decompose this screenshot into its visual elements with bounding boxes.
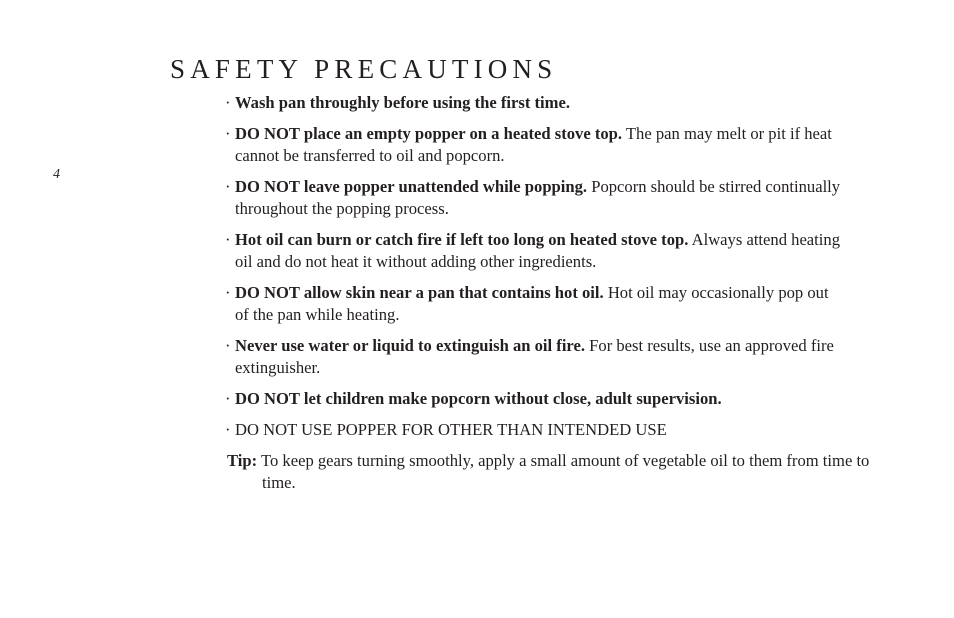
precaution-bold-text: DO NOT let children make popcorn without close, adult supervision. bbox=[235, 389, 722, 408]
precautions-list bbox=[225, 92, 845, 450]
precaution-text: The pan may melt or pit if heat cannot be transferred to oil and popcorn. bbox=[235, 124, 832, 165]
precaution-bold-text: DO NOT allow skin near a pan that contains hot oil. bbox=[235, 283, 604, 302]
precaution-bold-text: Never use water or liquid to extinguish an oil fire. bbox=[235, 336, 586, 355]
list-item bbox=[225, 92, 845, 114]
bullet-glyph: · bbox=[225, 124, 231, 143]
precaution-bold-text: DO NOT leave popper unattended while popping. bbox=[235, 177, 588, 196]
bullet-glyph: · bbox=[225, 389, 231, 408]
bullet-glyph: · bbox=[225, 420, 231, 439]
list-item bbox=[225, 388, 845, 410]
tip-label: Tip: bbox=[227, 451, 258, 470]
page-title: SAFETY PRECAUTIONS bbox=[170, 54, 558, 84]
precaution-text: Hot oil may occasionally pop out of the pan while heating. bbox=[235, 283, 829, 324]
list-item bbox=[225, 419, 845, 441]
tip-text: To keep gears turning smoothly, apply a small amount of vegetable oil to them from time to time. bbox=[257, 451, 870, 492]
list-item bbox=[225, 282, 845, 326]
precaution-text: DO NOT USE POPPER FOR OTHER THAN INTENDED USE bbox=[235, 420, 667, 439]
list-item bbox=[225, 229, 845, 273]
precaution-bold-text: Wash pan throughly before using the first time. bbox=[235, 93, 570, 112]
precaution-text: Popcorn should be stirred continually throughout the popping process. bbox=[235, 177, 841, 218]
page-number: 4 bbox=[53, 167, 60, 182]
precaution-bold-text: DO NOT place an empty popper on a heated stove top. bbox=[235, 124, 623, 143]
precaution-text: For best results, use an approved fire extinguisher. bbox=[235, 336, 834, 377]
list-item bbox=[225, 335, 845, 379]
bullet-glyph: · bbox=[225, 230, 231, 249]
tip-paragraph bbox=[227, 450, 877, 494]
bullet-glyph: · bbox=[225, 93, 231, 112]
bullet-glyph: · bbox=[225, 177, 231, 196]
precaution-bold-text: Hot oil can burn or catch fire if left too long on heated stove top. bbox=[235, 230, 689, 249]
precaution-text: Always attend heating oil and do not heat it without adding other ingredients. bbox=[235, 230, 840, 271]
list-item bbox=[225, 176, 845, 220]
list-item bbox=[225, 123, 845, 167]
bullet-glyph: · bbox=[225, 283, 231, 302]
bullet-glyph: · bbox=[225, 336, 231, 355]
